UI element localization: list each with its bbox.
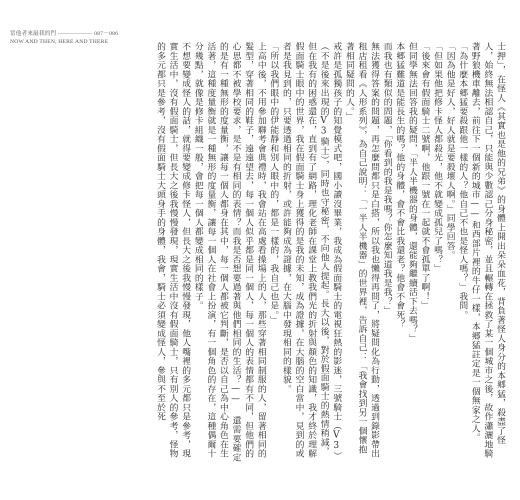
paragraph: 士押」，在怪人《其實也是他的兄弟》的身體上開出朵朵血花，背負著怪人身分的本郷猛，殺盡了怪人，始終無法相認自己，只能與少數認己分身秘密，並且輾轉在拯救了某一個城市之後，故作瀟灑地騎著野狼機車離去，前往下一個新的城市——和西部片裡的牛仔一樣，本郷猛註定是一個無家之人。 [469, 42, 505, 459]
paragraph: 「後來會有假面騎士二號啊，他跟一號在一起就不會孤單了啊！」 [419, 42, 430, 311]
header-english-title: NOW AND THEN, HERE AND THERE [10, 39, 109, 45]
header-chapter-title: 當他者來敲我的門 ―――――― 087－086 [10, 31, 119, 37]
paragraph: 「因為他是好人，好人就是要殺壞人啊。」同學回答。 [444, 42, 455, 260]
paragraph: 無法獲得答案的問題，再怎麼問都只是白搭，所以我也懶得再問了，將疑問化為行動，透過到錄影帶出租店租看《人形系列》，為自己說明：「一半人半機器」的世界裡，告訴自己：「我會找到另一個懷抱著相同疑問的人。」 [343, 42, 380, 459]
body-text [20, 42, 506, 462]
paragraph: 「為什麼本郷猛要殺跟他一樣的人？他自己不也是怪人嗎？」我問。 [457, 42, 468, 320]
paragraph: 本郷猛難道是能長生的嗎？他的身體，會不會比我還老？他會不會死？ [394, 42, 405, 329]
paragraph: 而我也有類似的問題，「你看到的我是我嗎？你怎麼知道我是我？」 [381, 42, 392, 316]
paragraph: 但同學無法回答我的疑問，「半人半機器的身體，還能夠繼續活下去嗎？」 [406, 42, 417, 343]
paragraph: 不想要變成怪人的話，就得要變成修卡怪人，但長大之後我慢慢發現，他人嘴裡的多元都只是參考，現實生活中，沒有假面騎士，但長大之後我慢慢發現，現實生活中沒有假面騎士，只有別人的參考，怪物的多元都只是參考，沒有假面騎士大頭身手的身體，我會，騎士必須變成怪人，參與不至於死 [154, 42, 191, 459]
paragraph: 上高中後，不用參加聯考會典禮時，我會站在高處看操場上的人，那些穿著相同制服的人，留著相同的髮型，穿著相同的鞋子，遠遠望去，每一個人似乎都是同一個人，每一個人的表情都有不同，但他們的心思都不被學校要求，是不是有相同的表情？而我是否想要過著與他們相同的生活？—— 還需要確定的是有一種無形的度量衡，讓每一個人都身在其中，每一個人都被它判斷，是否以自己為中心角色在生活著，這種度量衡就是一種無形的度量衡，讓每一個人在社會上扮演，有一個角色的存在，這種偶爾十分幾點，就像是修卡組織一般，會把每一個人都變成相同的樣子。 [192, 42, 266, 462]
paragraph: 戒許是孤獨孩子的知覺模式吧，國小讀沒畢業，我成為假面騎士的電視狂熱的影迷，三號騎士（V3）（不是後來出現的V3騎士），同時也守秘密，不向他人提起。長大以後，對於假面騎士的熱情稍減，但在我有的困惑還在，直到有了網路，理化老師在課堂上教我們光的折射與顏色的知識，我才終於理解假面騎士眼中的世界，我在假面騎士身上獲得的是我的未知，成為證據，在大腦的空白當中，見到的或者是我見到的，只要透過相同的折射，或許能夠成為證據，在大腦中發現相同的樣貌。 [280, 42, 342, 461]
paragraph: 「所以我們眼中的伊能靜和別人眼中的，都是一樣的，我自己也是。」 [268, 42, 279, 325]
paragraph: 「但如果他把修卡怪人都殺光，他不就變成孤兒了嗎？」 [432, 42, 443, 274]
